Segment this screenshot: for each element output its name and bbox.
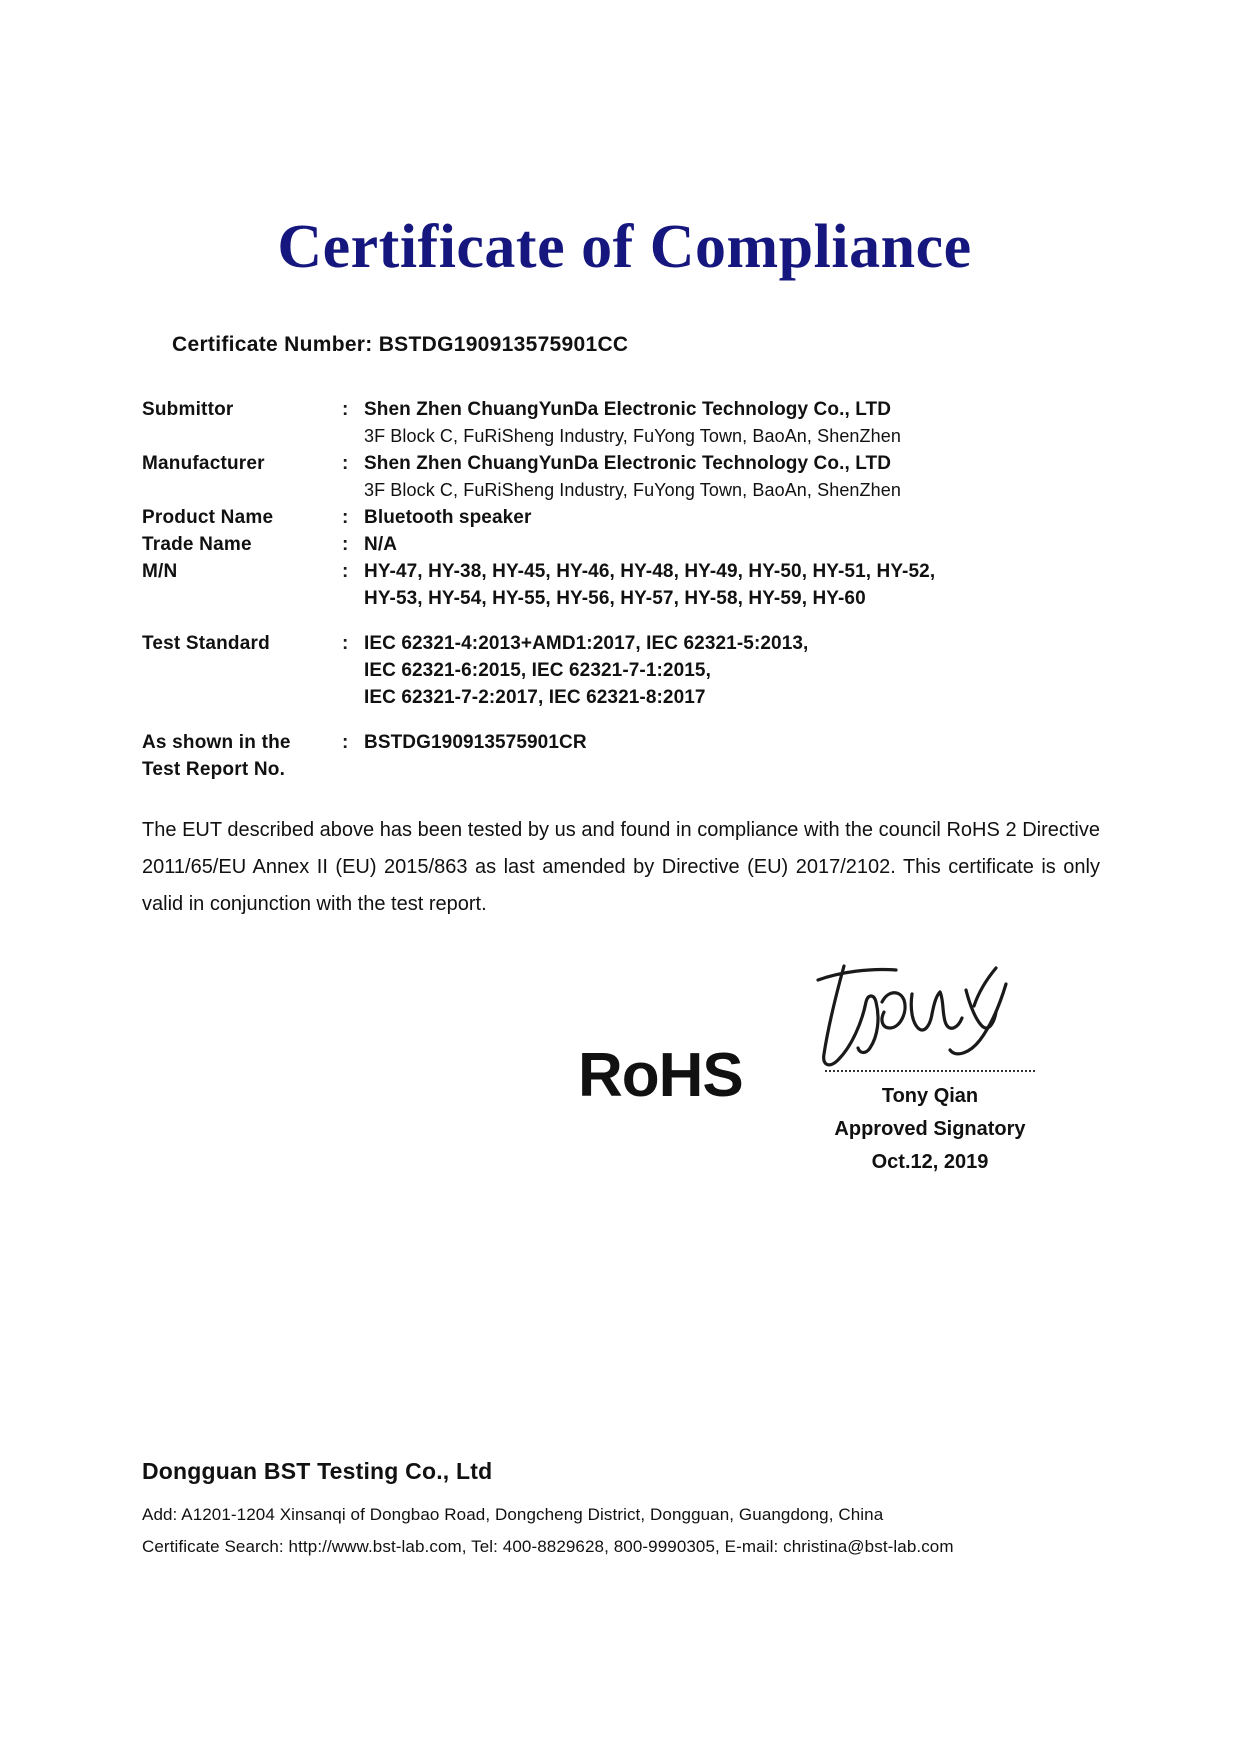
field-value-manufacturer [364, 450, 1102, 504]
signature-line [825, 1070, 1035, 1072]
field-colon-trade-name: : [342, 534, 349, 555]
submittor-name: Shen Zhen ChuangYunDa Electronic Technology Co., LTD [364, 399, 892, 420]
field-label-model-number: M/N [142, 561, 178, 582]
field-colon-submittor: : [342, 399, 349, 420]
test-standard-line-3: IEC 62321-7-2:2017, IEC 62321-8:2017 [364, 687, 706, 708]
field-colon-test-standard: : [342, 633, 349, 654]
test-standard-line-2: IEC 62321-6:2015, IEC 62321-7-1:2015, [364, 660, 711, 681]
field-row-test-standard [142, 630, 1102, 711]
footer-company-name: Dongguan BST Testing Co., Ltd [142, 1458, 493, 1484]
page-title: Certificate of Compliance [277, 213, 972, 281]
field-label-test-standard: Test Standard [142, 633, 270, 654]
field-row-manufacturer [142, 450, 1102, 504]
manufacturer-address: 3F Block C, FuRiSheng Industry, FuYong Town, BaoAn, ShenZhen [364, 480, 901, 500]
field-value-product-name: Bluetooth speaker [364, 507, 532, 528]
test-report-label-line-2: Test Report No. [142, 759, 286, 780]
field-label-submittor: Submittor [142, 399, 234, 420]
compliance-statement: The EUT described above has been tested by us and found in compliance with the council RoHS 2 Directive 2011/65/EU Annex II (EU) 2015/863 as last amended by Directive (EU) 2017/2102. This certificate is only valid in conjunction with the test report. [142, 819, 1100, 915]
field-value-test-standard [364, 630, 1102, 711]
footer-address: Add: A1201-1204 Xinsanqi of Dongbao Road, Dongcheng District, Dongguan, Guangdong, China [142, 1505, 884, 1524]
certificate-number [172, 333, 628, 357]
field-value-trade-name: N/A [364, 534, 398, 555]
field-label-manufacturer: Manufacturer [142, 453, 265, 474]
footer-contact: Certificate Search: http://www.bst-lab.com, Tel: 400-8829628, 800-9990305, E-mail: christina@bst-lab.com [142, 1537, 954, 1556]
details-list [142, 396, 1102, 783]
spacer-before-test-standard [142, 612, 1102, 630]
field-value-model-number [364, 558, 1102, 612]
manufacturer-name: Shen Zhen ChuangYunDa Electronic Technology Co., LTD [364, 453, 892, 474]
certificate-number-value: BSTDG190913575901CC [378, 333, 629, 356]
field-colon-product-name: : [342, 507, 349, 528]
field-row-trade-name [142, 531, 1102, 558]
field-row-product-name [142, 504, 1102, 531]
certificate-number-label: Certificate Number: [172, 333, 373, 356]
signatory-name: Tony Qian [881, 1085, 979, 1107]
field-row-test-report-no [142, 729, 1102, 783]
model-number-line-2: HY-53, HY-54, HY-55, HY-56, HY-57, HY-58, HY-59, HY-60 [364, 588, 866, 609]
test-report-label-line-1: As shown in the [142, 732, 291, 753]
field-value-submittor [364, 396, 1102, 450]
field-label-test-report-no [142, 729, 342, 783]
signatory-role: Approved Signatory [834, 1118, 1026, 1140]
field-row-submittor [142, 396, 1102, 450]
field-value-test-report-no: BSTDG190913575901CR [364, 732, 587, 753]
field-colon-manufacturer: : [342, 453, 349, 474]
field-label-product-name: Product Name [142, 507, 274, 528]
field-colon-model-number: : [342, 561, 349, 582]
field-colon-test-report-no: : [342, 732, 349, 753]
signature-date: Oct.12, 2019 [871, 1151, 989, 1173]
spacer-before-report-no [142, 711, 1102, 729]
signature-icon [800, 960, 1060, 1070]
model-number-line-1: HY-47, HY-38, HY-45, HY-46, HY-48, HY-49, HY-50, HY-51, HY-52, [364, 561, 936, 582]
submittor-address: 3F Block C, FuRiSheng Industry, FuYong Town, BaoAn, ShenZhen [364, 426, 901, 446]
field-row-model-number [142, 558, 1102, 612]
footer [142, 1458, 1102, 1563]
field-label-trade-name: Trade Name [142, 534, 252, 555]
test-standard-line-1: IEC 62321-4:2013+AMD1:2017, IEC 62321-5:2013, [364, 633, 809, 654]
signature-block [800, 960, 1060, 1179]
rohs-mark: RoHS [578, 1041, 743, 1110]
